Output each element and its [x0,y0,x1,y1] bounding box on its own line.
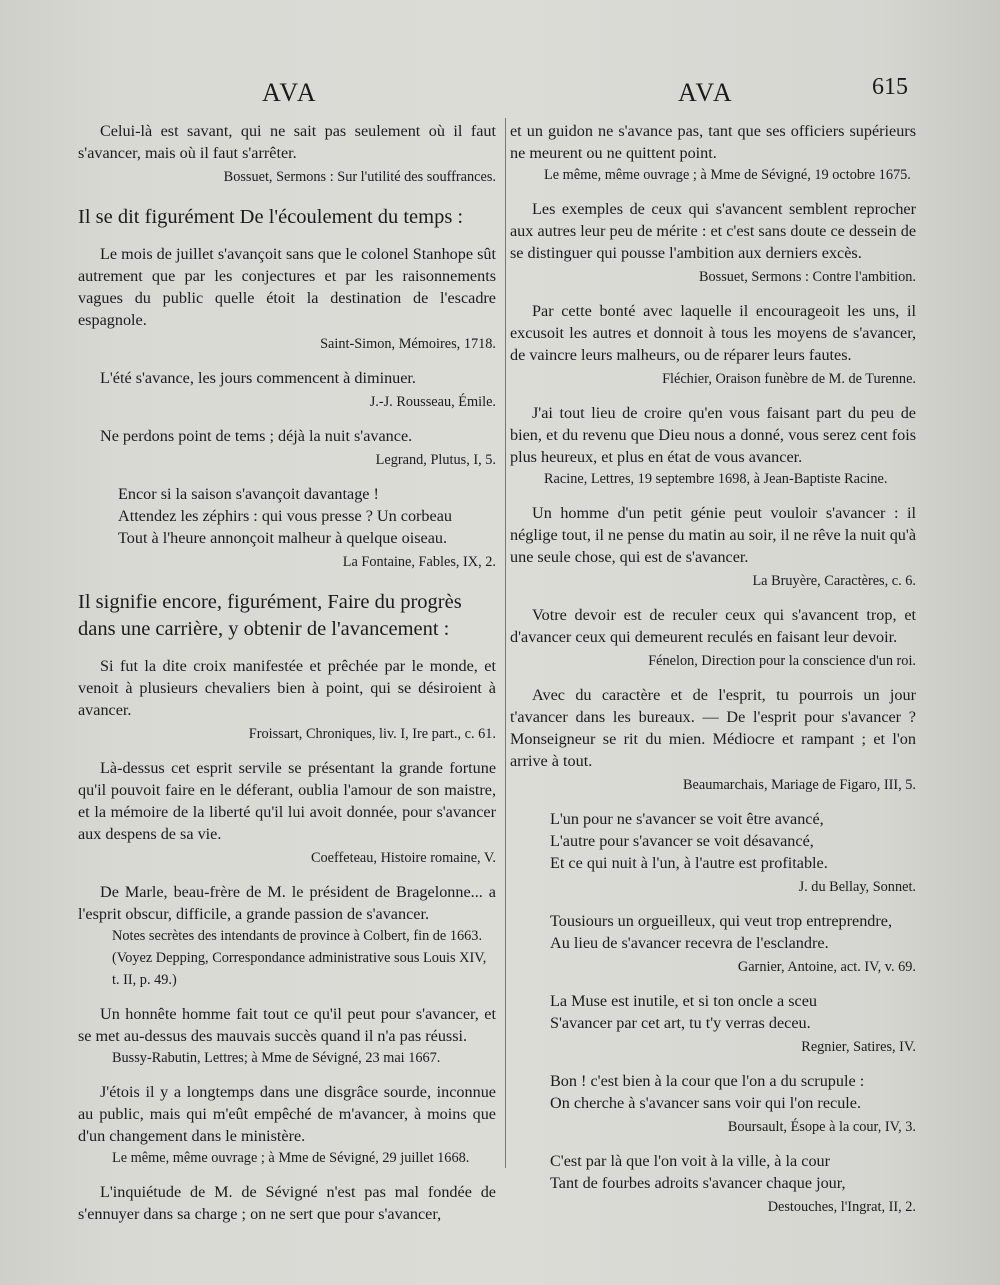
entry-block [510,808,916,898]
quote-text: Votre devoir est de reculer ceux qui s'avancent trop, et d'avancer ceux qui demeurent reculés en faisant leur devoir. [510,606,916,646]
left-column [78,120,496,1225]
quote-text: Ne perdons point de tems ; déjà la nuit s'avance. [100,427,413,445]
citation: Notes secrètes des intendants de province à Colbert, fin de 1663. (Voyez Depping, Correspondance administrative sous Louis XIV, t. II, p. 49.) [112,928,487,988]
verse-line: L'autre pour s'avancer se voit désavancé, [550,832,814,850]
section-heading: Il se dit figurément De l'écoulement du temps : [78,206,464,228]
verse-quote [510,1150,916,1194]
entry-block [78,120,496,188]
quote-text: Un homme d'un petit génie peut vouloir s'avancer : il néglige tout, il ne pense du matin au soir, il ne rêve la nuit qu'à une seule chose, qui est de s'avancer. [510,504,916,566]
quote-text: Par cette bonté avec laquelle il encourageoit les uns, il excusoit les autres et donnoit à tous les moyens de s'avancer, de vaincre leurs malheurs, ou de réparer leurs fautes. [510,302,916,364]
citation: Fléchier, Oraison funèbre de M. de Turenne. [662,371,916,387]
quote-text: L'été s'avance, les jours commencent à diminuer. [100,369,416,387]
verse-line: C'est par là que l'on voit à la ville, à la cour [550,1152,831,1170]
entry-block [78,757,496,869]
quote-text: L'inquiétude de M. de Sévigné n'est pas mal fondée de s'ennuyer dans sa charge ; on ne sert que pour s'avancer, [78,1183,496,1223]
entry-block [510,502,916,592]
quote-text: Là-dessus cet esprit servile se présentant la grande fortune qu'il pouvoit faire en le déferant, oublia l'amour de son maistre, et la mémoire de la liberté qu'il lui avoit donnée, pour s'avancer aux despens de sa vie. [78,759,496,843]
entry-block [78,243,496,355]
citation: La Fontaine, Fables, IX, 2. [342,554,496,570]
citation: Bussy-Rabutin, Lettres; à Mme de Sévigné, 23 mai 1667. [112,1050,441,1066]
verse-quote [510,990,916,1034]
citation: Destouches, l'Ingrat, II, 2. [767,1199,916,1215]
verse-line: La Muse est inutile, et si ton oncle a sceu [550,992,818,1010]
verse-line: Au lieu de s'avancer recevra de l'esclandre. [550,934,829,952]
verse-quote [78,483,496,549]
citation: Le même, même ouvrage ; à Mme de Sévigné, 19 octobre 1675. [544,167,911,183]
citation: La Bruyère, Caractères, c. 6. [752,573,916,589]
quote-text: Un honnête homme fait tout ce qu'il peut pour s'avancer, et se met au-dessus des mauvais succès quand il n'a pas réussi. [78,1005,496,1045]
entry-block [78,367,496,413]
entry-block [78,1181,496,1225]
quote-text: Les exemples de ceux qui s'avancent semblent reprocher aux autres leur peu de mérite : et c'est sans doute ce dessein de se distinguer qui pousse l'ambition aux derniers excès. [510,200,916,262]
entry-block [78,655,496,745]
citation: J. du Bellay, Sonnet. [798,879,916,895]
verse-line: Tousiours un orgueilleux, qui veut trop entreprendre, [550,912,893,930]
entry-block [510,604,916,672]
entry-block [78,881,496,991]
citation: Beaumarchais, Mariage de Figaro, III, 5. [682,777,916,793]
verse-line: Bon ! c'est bien à la cour que l'on a du scrupule : [550,1072,865,1090]
entry-block [78,1081,496,1169]
entry-block [510,684,916,796]
verse-line: L'un pour ne s'avancer se voit être avancé, [550,810,824,828]
quote-text: J'étois il y a longtemps dans une disgrâce sourde, inconnue au public, mais qui m'eût empêché de m'avancer, à moins que d'un changement dans le ministère. [78,1083,496,1145]
entry-block [510,910,916,978]
verse-line: S'avancer par cet art, tu t'y verras deceu. [550,1014,811,1032]
verse-line: Attendez les zéphirs : qui vous presse ? Un corbeau [118,507,452,525]
quote-text: Le mois de juillet s'avançoit sans que le colonel Stanhope sût autrement que par les conjectures et par les raisonnements vagues du public quelle étoit la destination de l'escadre espagnole. [78,245,496,329]
citation: J.-J. Rousseau, Émile. [369,394,496,410]
entry-block [78,425,496,471]
running-head-left: AVA [262,78,318,107]
quote-text: Si fut la dite croix manifestée et prêchée par le monde, et venoit à plusieurs chevaliers bien à point, qui se désiroient à avancer. [78,657,496,719]
verse-quote [510,1070,916,1114]
verse-line: Tout à l'heure annonçoit malheur à quelque oiseau. [118,529,448,547]
entry-block [510,1070,916,1138]
entry-block [510,198,916,288]
citation: Coeffeteau, Histoire romaine, V. [310,850,496,866]
citation: Racine, Lettres, 19 septembre 1698, à Jean-Baptiste Racine. [544,471,888,487]
page-number: 615 [872,74,908,100]
citation: Saint-Simon, Mémoires, 1718. [320,336,496,352]
citation: Legrand, Plutus, I, 5. [375,452,496,468]
right-column [510,120,916,1218]
citation: Fénelon, Direction pour la conscience d'un roi. [648,653,916,669]
quote-text: et un guidon ne s'avance pas, tant que ses officiers supérieurs ne meurent ou ne quittent point. [510,122,916,162]
verse-quote [510,808,916,874]
quote-text: J'ai tout lieu de croire qu'en vous faisant part du peu de bien, et du revenu que Dieu nous a donné, vous serez cent fois plus heureux, et plus en état de vous avancer. [510,404,916,466]
citation: Bossuet, Sermons : Sur l'utilité des souffrances. [223,169,496,185]
entry-block [78,483,496,573]
entry-block [510,300,916,390]
column-divider [505,118,506,1168]
citation: Garnier, Antoine, act. IV, v. 69. [737,959,916,975]
quote-text: Celui-là est savant, qui ne sait pas seulement où il faut s'avancer, mais où il faut s'arrêter. [78,122,496,162]
citation: Bossuet, Sermons : Contre l'ambition. [698,269,916,285]
citation: Regnier, Satires, IV. [801,1039,916,1055]
entry-block [510,990,916,1058]
running-head-right: AVA [678,78,734,107]
entry-block [510,1150,916,1218]
citation: Froissart, Chroniques, liv. I, Ire part., c. 61. [248,726,496,742]
section-heading: Il signifie encore, figurément, Faire du progrès dans une carrière, y obtenir de l'avancement : [78,591,462,640]
citation: Boursault, Ésope à la cour, IV, 3. [727,1119,916,1135]
quote-text: De Marle, beau-frère de M. le président de Bragelonne... a l'esprit obscur, difficile, a grande passion de s'avancer. [78,883,496,923]
verse-line: On cherche à s'avancer sans voir qui l'on recule. [550,1094,862,1112]
entry-block [510,120,916,186]
quote-text: Avec du caractère et de l'esprit, tu pourrois un jour t'avancer dans les bureaux. — De l'esprit pour s'avancer ? Monseigneur se rit du mien. Médiocre et rampant ; et l'on arrive à tout. [510,686,916,770]
verse-line: Et ce qui nuit à l'un, à l'autre est profitable. [550,854,828,872]
entry-block [510,402,916,490]
entry-block [78,1003,496,1069]
verse-line: Encor si la saison s'avançoit davantage ! [118,485,379,503]
citation: Le même, même ouvrage ; à Mme de Sévigné, 29 juillet 1668. [112,1150,470,1166]
verse-line: Tant de fourbes adroits s'avancer chaque jour, [550,1174,846,1192]
verse-quote [510,910,916,954]
